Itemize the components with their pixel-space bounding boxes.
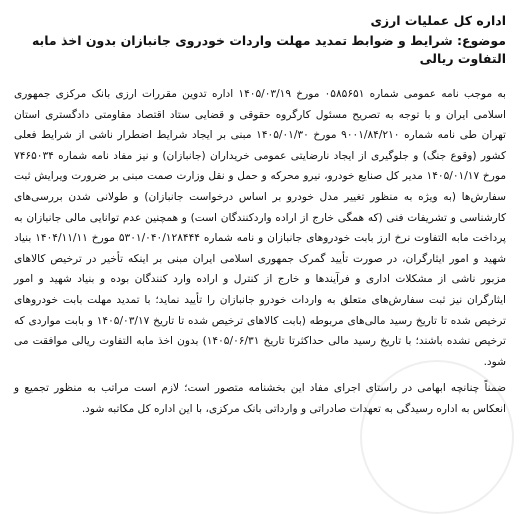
issuing-office: اداره کل عملیات ارزی [370,13,506,28]
document-subject: موضوع: شرایط و ضوابط تمدید مهلت واردات خودروی جانبازان بدون اخذ مابه التفاوت ریالی [31,33,506,66]
closing-paragraph: ضمناً چنانچه ابهامی در راستای اجرای مفاد این بخشنامه متصور است؛ لازم است مراتب به منظور تجمیع و انعکاس به اداره رسیدگی به تعهدات صادراتی و وارداتی بانک مرکزی، با این اداره کل مکاتبه شود. [14,382,506,415]
body-paragraph: به موجب نامه عمومی شماره ۰۵۸۵۶۵۱ مورخ ۱۴۰۵/۰۳/۱۹ اداره تدوین مقررات ارزی بانک مرکزی جمهوری اسلامی ایران و با توجه به تصریح مسئول کارگروه حقوقی و قضایی ستاد اقتصاد مقاومتی دادگستری استان تهران طی نامه شماره ۹۰۰۱/۸۴/۲۱۰ مورخ ۱۴۰۵/۰۱/۳۰ مبنی بر ایجاد شرایط اضطرار ناشی از شرایط فعلی کشور (وقوع جنگ) و جلوگیری از ایجاد نارضایتی عمومی خریداران (جانبازان) و نیز مفاد نامه شماره ۷۴۶۵۰۳۴ مورخ ۱۴۰۵/۰۱/۱۷ مدیر کل صنایع خودرو، نیرو محرکه و حمل و نقل وزارت صمت مبنی بر ضرورت ویرایش ثبت سفارش‌ها (به ویژه به منظور تغییر مدل خودرو بر اساس درخواست جانبازان) و طولانی شدن بررسی‌های کارشناسی و تشریفات فنی (که همگی خارج از اراده واردکنندگان است) و همچنین عدم توانایی مالی جانبازان به پرداخت مابه التفاوت نرخ ارز بابت خودروهای جانبازان و نامه شماره ۵۳۰۱/۰۴۰/۱۲۸۴۴۴ مورخ ۱۴۰۴/۱۱/۱۱ بنیاد شهید و امور ایثارگران، در صورت تأیید گمرک جمهوری اسلامی ایران مبنی بر اینکه تأخیر در ترخیص کالاهای مزبور ناشی از مشکلات اداری و فرآیندها و خارج از کنترل و اراده وارد کنندگان بوده و بنیاد شهید و امور ایثارگران نیز ثبت سفارش‌های متعلق به واردات خودرو جانبازان را تأیید نماید؛ با تمدید مهلت بابت خودروهای ترخیص شده تا تاریخ رسید مالی‌های مربوطه (بابت کالاهای ترخیص شده تا تاریخ ۱۴۰۵/۰۳/۱۷ و بابت مواردی که ترخیص نشده باشند؛ با تاریخ رسید مالی حداکثرتا تاریخ ۱۴۰۵/۰۶/۳۱) بدون اخذ مابه التفاوت ریالی موافقت می شود. [14,88,507,368]
